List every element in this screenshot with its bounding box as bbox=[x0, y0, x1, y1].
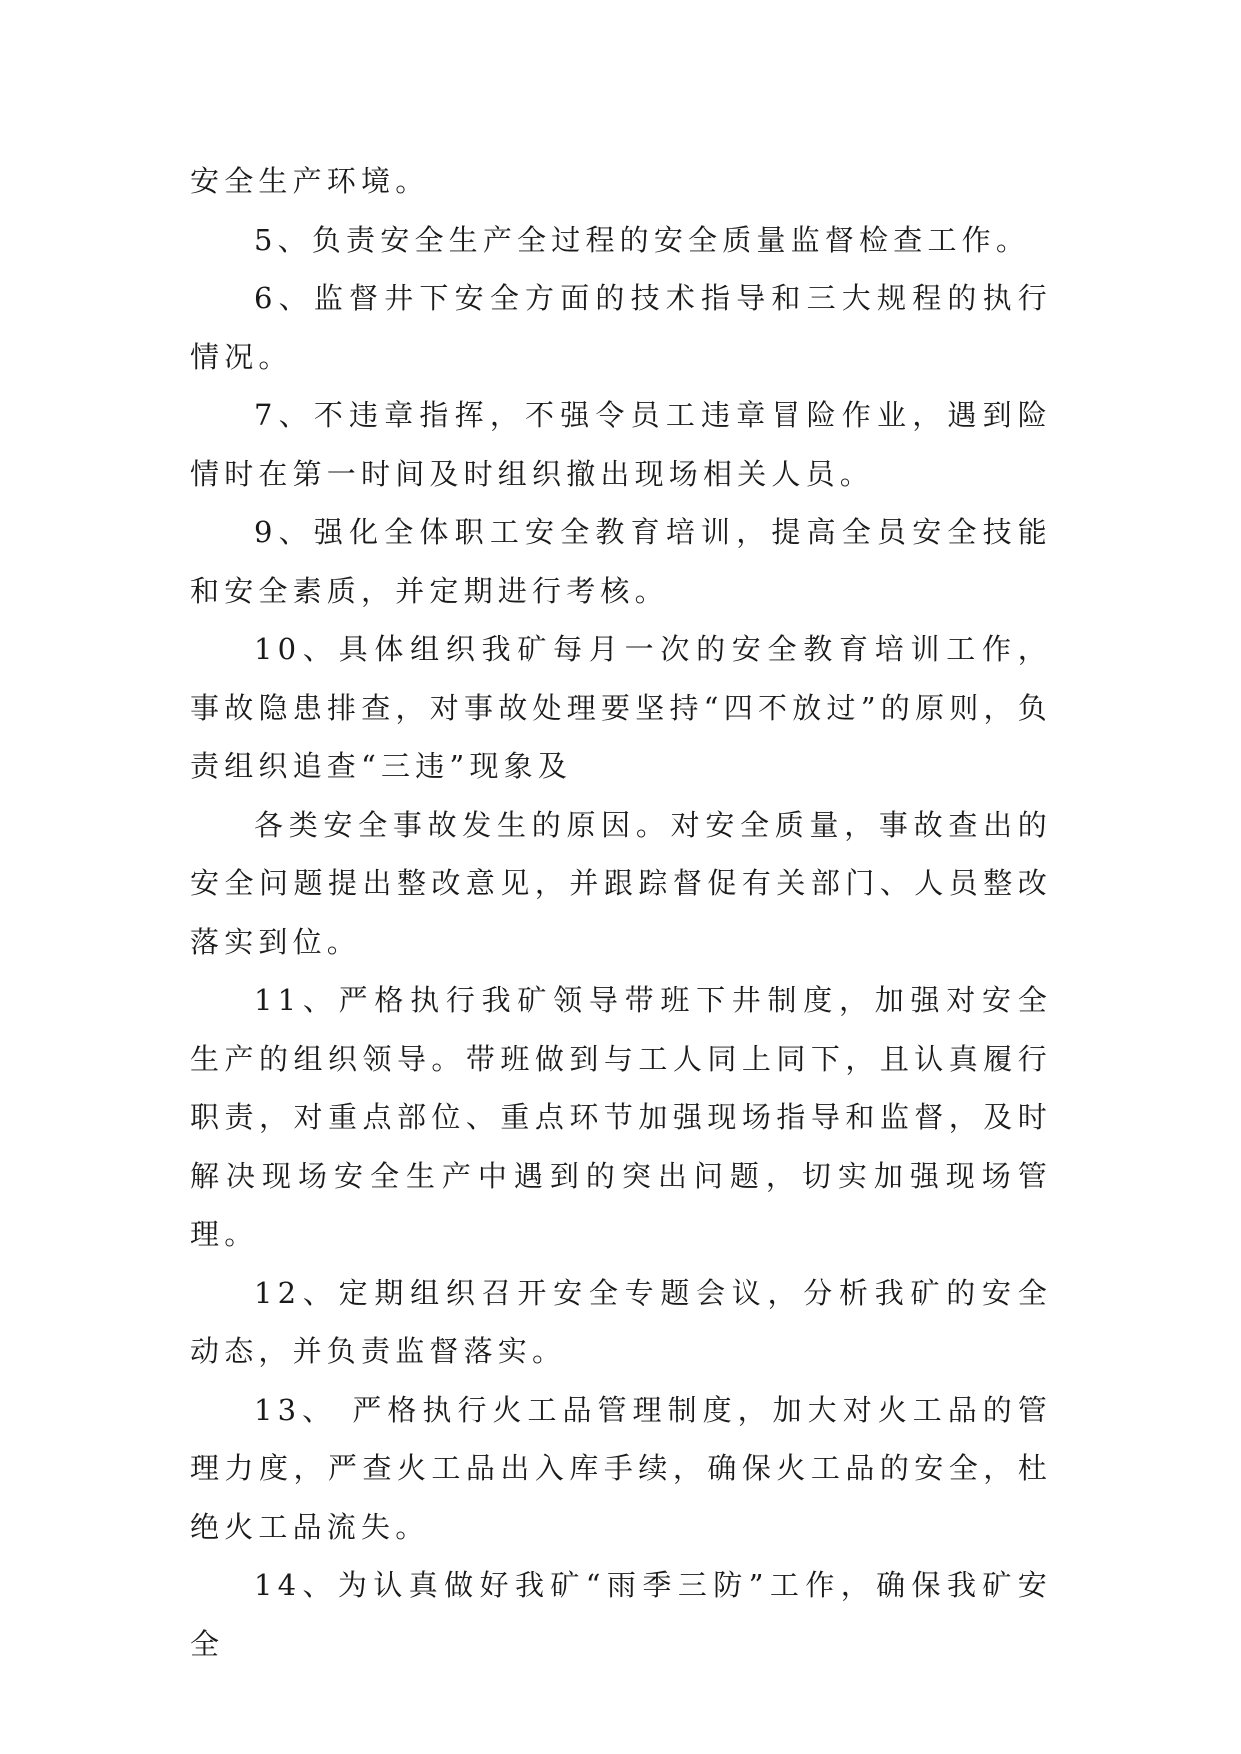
paragraph-item-10-continued: 各类安全事故发生的原因。对安全质量，事故查出的安全问题提出整改意见，并跟踪督促有关部门、人员整改落实到位。 bbox=[190, 807, 1052, 959]
paragraph-continuation: 安全生产环境。 bbox=[190, 164, 430, 198]
paragraph-item-6: 6、监督井下安全方面的技术指导和三大规程的执行情况。 bbox=[190, 281, 1052, 374]
paragraph-item-14: 14、为认真做好我矿“雨季三防”工作，确保我矿安全 bbox=[190, 1568, 1052, 1661]
paragraph-item-5: 5、负责安全生产全过程的安全质量监督检查工作。 bbox=[254, 222, 1031, 257]
paragraph-item-11: 11、严格执行我矿领导带班下井制度，加强对安全生产的组织领导。带班做到与工人同上同下，且认真履行职责，对重点部位、重点环节加强现场指导和监督，及时解决现场安全生产中遇到的突出问题，切实加强现场管理。 bbox=[190, 983, 1052, 1251]
paragraph-item-7: 7、不违章指挥，不强令员工违章冒险作业，遇到险情时在第一时间及时组织撤出现场相关人员。 bbox=[190, 398, 1052, 491]
paragraph-item-13: 13、 严格执行火工品管理制度，加大对火工品的管理力度，严查火工品出入库手续，确保火工品的安全，杜绝火工品流失。 bbox=[190, 1392, 1052, 1544]
document-body bbox=[190, 152, 1052, 1673]
paragraph-item-9: 9、强化全体职工安全教育培训，提高全员安全技能和安全素质，并定期进行考核。 bbox=[190, 515, 1052, 608]
paragraph-item-10: 10、具体组织我矿每月一次的安全教育培训工作，事故隐患排查，对事故处理要坚持“四不放过”的原则，负责组织追查“三违”现象及 bbox=[190, 632, 1052, 783]
paragraph-item-12: 12、定期组织召开安全专题会议，分析我矿的安全动态，并负责监督落实。 bbox=[190, 1275, 1052, 1368]
